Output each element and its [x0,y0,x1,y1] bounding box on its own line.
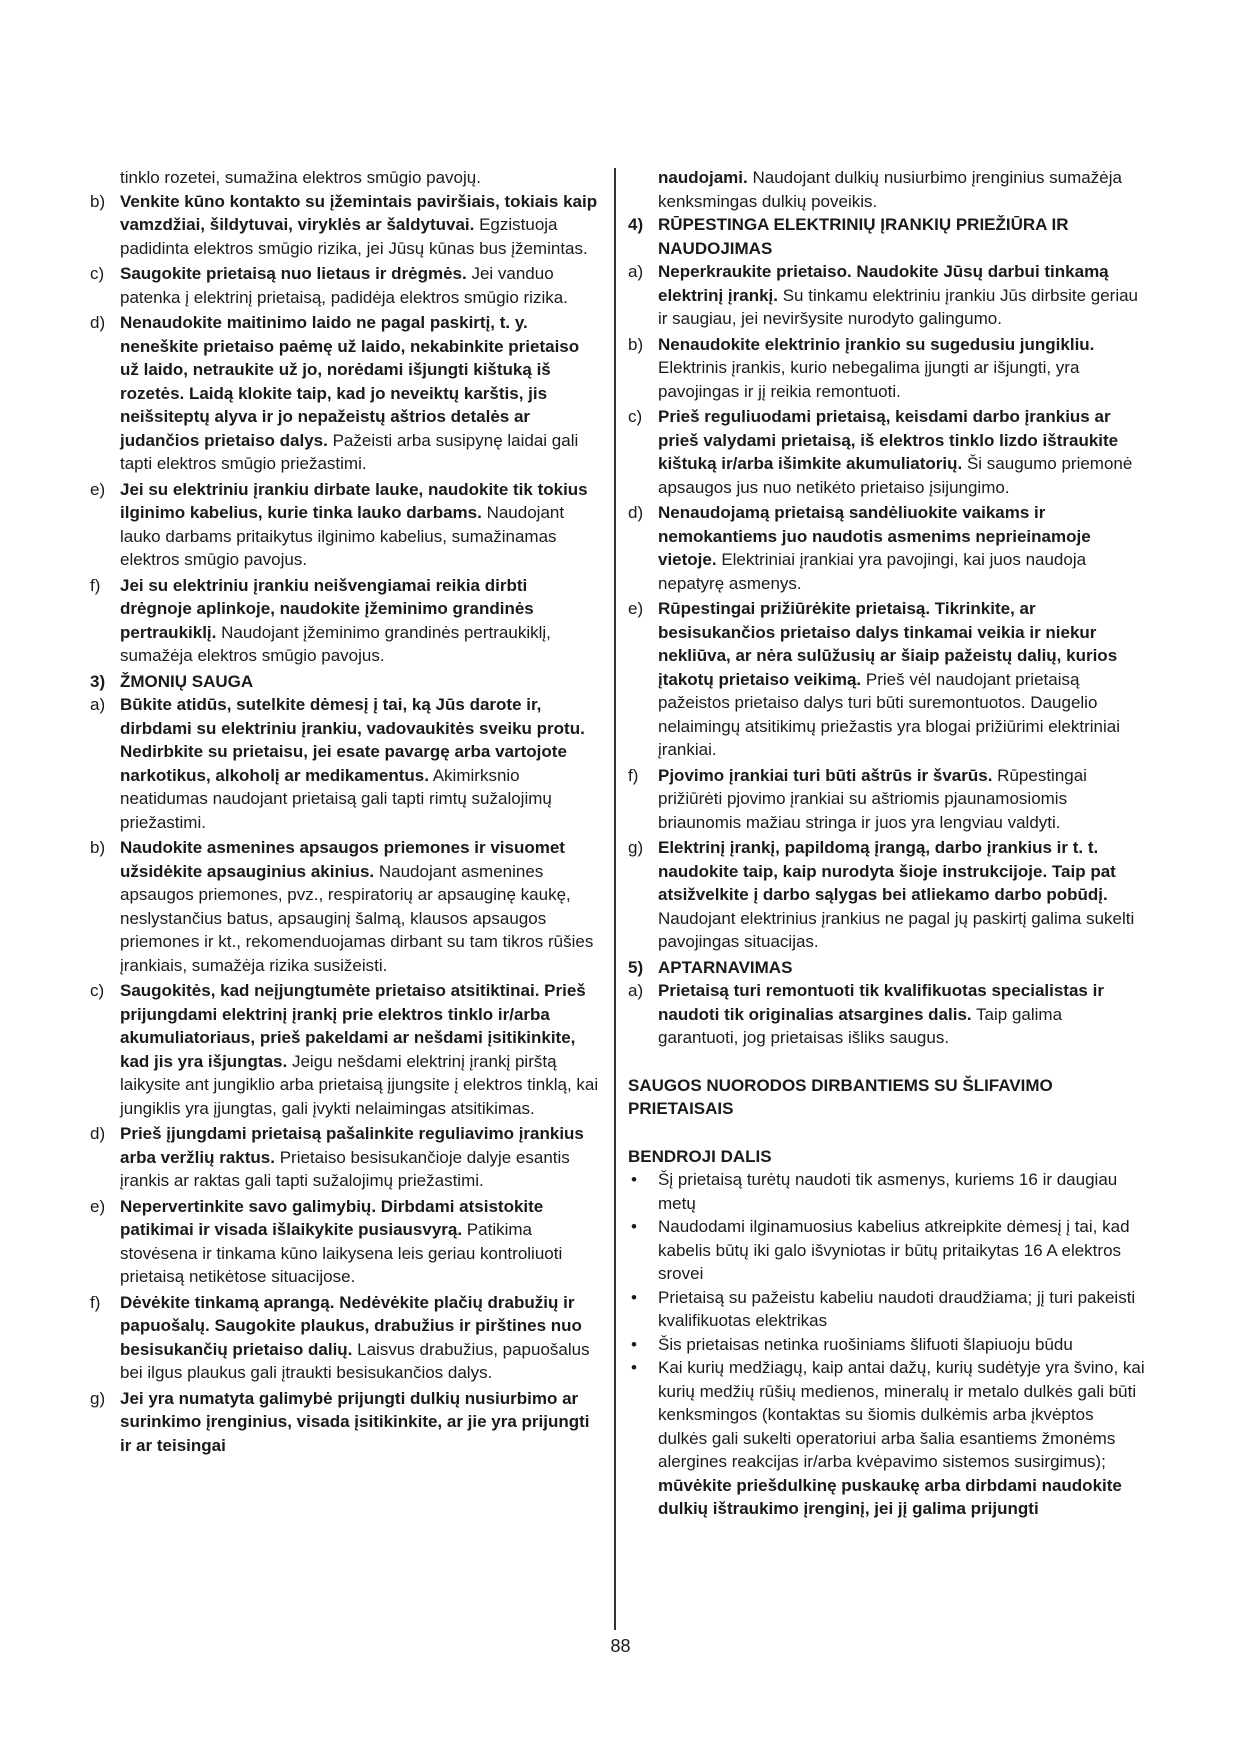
list-item: c) Saugokite prietaisą nuo lietaus ir drėgmės. Jei vanduo patenka į elektrinį prietaisą, padidėja elektros smūgio rizika. [90,264,568,307]
list-item: b) Venkite kūno kontakto su įžemintais paviršiais, tokiais kaip vamzdžiai, šildytuvai, viryklės ar šaldytuvai. Egzistuoja padidinta elektros smūgio rizika, jei Jūsų kūnas bus įžemintas. [90,191,598,258]
list-item: a) Prietaisą turi remontuoti tik kvalifikuotas specialistas ir naudoti tik originalias atsargines dalis. Taip galima garantuoti, jog prietaisas išliks saugus. [628,981,1104,1047]
item-marker: f) [90,575,101,595]
item-marker: g) [628,838,644,857]
continued-text: tinklo rozetei, sumažina elektros smūgio pavojų. [120,168,481,187]
bullet-item: • Šis prietaisas netinka ruošiniams šlifuoti šlapiuoju būdu [628,1333,1146,1357]
list-item: f) Dėvėkite tinkamą aprangą. Nedėvėkite plačių drabužių ir papuošalų. Saugokite plaukus, drabužius ir pirštines nuo besisukančių prietaiso dalių. Laisvus drabužius, papuošalus bei ilgus plaukus gali įtraukti besisukančios dalys. [90,1292,590,1382]
item-marker: c) [90,981,105,1000]
item-marker: e) [90,479,106,499]
list-item: e) Rūpestingai prižiūrėkite prietaisą. Tikrinkite, ar besisukančios prietaiso dalys tinkamai veikia ir niekur nekliūva, ar nėra sulūžusių ar šiaip pažeistų dalių, kurios įtakotų prietaiso veikimą. Prieš vėl naudojant prietaisą pažeistos prietaiso dalys turi būti suremontuotos. Daugelio nelaimingų atsitikimų priežastis yra blogai prižiūrimi elektriniai įrankiai. [628,599,1121,759]
bullet-item: • Kai kurių medžiagų, kaip antai dažų, kurių sudėtyje yra švino, kai kurių medžių rūšių medienos, mineralų ir metalo dulkės gali būti kenksmingos (kontaktas su šiomis dulkėmis arba įkvėptos dulkės gali sukelti operatoriui arba šalia esantiems žmonėms alergines reakcijas ir/arba kvėpavimo sistemos susirgimus); mūvėkite priešdulkinę puskaukę arba dirbdami naudokite dulkių ištraukimo įrenginį, jei jį galima prijungti [631,1358,1145,1518]
item-marker: f) [628,765,639,785]
bullet-icon: • [631,1334,637,1354]
item-marker: a) [628,981,644,1000]
left-column [90,166,602,1459]
list-item: c) Saugokitės, kad neįjungtumėte prietaiso atsitiktinai. Prieš prijungdami elektrinį įrankį prie elektros tinklo ir/arba akumuliatoriaus, prieš pakeldami ar nešdami įsitikinkite, kad jis yra išjungtas. Jeigu nešdami elektrinį įrankį pirštą laikysite ant jungiklio arba prietaisą įjungsite į elektros tinklą, kai jungiklis yra įjungtas, gali įvykti nelaimingas atsitikimas. [90,981,599,1118]
item-marker: a) [628,262,644,281]
right-column [628,166,1146,1521]
list-item: b) Nenaudokite elektrinio įrankio su sugedusiu jungikliu. Elektrinis įrankis, kurio nebegalima įjungti ar išjungti, yra pavojingas ir jį reikia remontuoti. [628,334,1095,401]
bullet-icon: • [631,1287,637,1307]
bullet-item: • Prietaisą su pažeistu kabeliu naudoti draudžiama; jį turi pakeisti kvalifikuotas elektrikas [631,1287,1136,1330]
column-divider [614,168,616,1630]
item-marker: e) [628,599,644,618]
bullet-icon: • [631,1217,637,1236]
item-marker: d) [90,1124,106,1143]
list-item: c) Prieš reguliuodami prietaisą, keisdami darbo įrankius ar prieš valydami prietaisą, iš elektros tinklo lizdo ištraukite kištuką ir/arba išimkite akumuliatorių. Ši saugumo priemonė apsaugos jus nuo netikėto prietaiso įsijungimo. [628,407,1133,497]
item-marker: b) [90,191,106,211]
bullet-icon: • [631,1170,637,1189]
list-item: g) Jei yra numatyta galimybė prijungti dulkių nusiurbimo ar surinkimo įrenginius, visada įsitikinkite, ar jie yra prijungti ir ar teisingai [90,1388,590,1455]
item-marker: c) [628,407,643,426]
item-marker: d) [628,503,644,522]
list-item: d) Nenaudojamą prietaisą sandėliuokite vaikams ir nemokantiems juo naudotis asmenims neprieinamoje vietoje. Elektriniai įrankiai yra pavojingi, kai juos naudoja nepatyrę asmenys. [628,503,1091,593]
page-number: 88 [610,1636,631,1656]
list-item: e) Nepervertinkite savo galimybių. Dirbdami atsistokite patikimai ir visada išlaikykite pusiausvyrą. Patikima stovėsena ir tinkama kūno laikysena leis geriau kontroliuoti prietaisą netikėtose situacijose. [90,1196,563,1286]
list-item: e) Jei su elektriniu įrankiu dirbate lauke, naudokite tik tokius ilginimo kabelius, kurie tinka lauko darbams. Naudojant lauko darbams pritaikytus ilginimo kabelius, sumažinamas elektros smūgio pavojus. [90,479,588,569]
item-marker: g) [90,1388,106,1408]
bullet-icon: • [631,1358,637,1377]
list-item: f) Pjovimo įrankiai turi būti aštrūs ir švarūs. Rūpestingai prižiūrėti pjovimo įrankiai su aštriomis pjaunamosiomis briaunomis mažiau stringa ir juos yra lengviau valdyti. [628,765,1087,832]
section-heading-3: 3) ŽMONIŲ SAUGA [90,671,254,691]
general-heading: BENDROJI DALIS [628,1146,772,1166]
item-marker: c) [90,264,105,283]
section-heading-4: 4) RŪPESTINGA ELEKTRINIŲ ĮRANKIŲ PRIEŽIŪRA IR NAUDOJIMAS [628,215,1069,258]
list-item: a) Neperkraukite prietaiso. Naudokite Jūsų darbui tinkamą elektrinį įrankį. Su tinkamu elektriniu įrankiu Jūs dirbsite geriau ir saugiau, jei neviršysite nurodyto galingumo. [628,262,1139,328]
continued-text: naudojami. Naudojant dulkių nusiurbimo įrenginius sumažėja kenksmingas dulkių poveikis. [658,168,1122,211]
section-heading-5: 5) APTARNAVIMAS [628,957,793,977]
list-item: d) Nenaudokite maitinimo laido ne pagal paskirtį, t. y. neneškite prietaiso paėmę už laido, nekabinkite prietaiso už laido, netraukite už jo, norėdami išjungti kištuką iš rozetės. Laidą klokite taip, kad jo neveiktų karštis, jis neišsiteptų alyva ir jo nepažeistų aštrios detalės ar judančios prietaiso dalys. Pažeisti arba susipynę laidai gali tapti elektros smūgio priežastimi. [90,313,580,473]
bullet-item: • Naudodami ilginamuosius kabelius atkreipkite dėmesį į tai, kad kabelis būtų iki galo išvyniotas ir būtų pritaikytas 16 A elektros srovei [631,1217,1130,1283]
list-item: b) Naudokite asmenines apsaugos priemones ir visuomet užsidėkite apsauginius akinius. Naudojant asmenines apsaugos priemones, pvz., respiratorių ar apsauginę kaukę, neslystančius batus, apsauginį šalmą, klausos apsaugos priemones ir kt., rekomenduojamas dirbant su tam tikros rūšies įrankiais, sumažėja rizika susižeisti. [90,838,594,975]
item-marker: b) [628,334,644,354]
item-marker: d) [90,313,106,332]
list-item: f) Jei su elektriniu įrankiu neišvengiamai reikia dirbti drėgnoje aplinkoje, naudokite įžeminimo grandinės pertraukiklį. Naudojant įžeminimo grandinės pertraukiklį, sumažėja elektros smūgio pavojus. [90,575,551,665]
list-item: d) Prieš įjungdami prietaisą pašalinkite reguliavimo įrankius arba veržlių raktus. Prietaiso besisukančioje dalyje esantis įrankis ar raktas gali tapti sužalojimų priežastimi. [90,1124,584,1190]
list-item: g) Elektrinį įrankį, papildomą įrangą, darbo įrankius ir t. t. naudokite taip, kaip nurodyta šioje instrukcijoje. Taip pat atsižvelkite į darbo sąlygas bei atliekamo darbo pobūdį. Naudojant elektrinius įrankius ne pagal jų paskirtį galima sukelti pavojingas situacijas. [628,838,1135,951]
safety-heading: SAUGOS NUORODOS DIRBANTIEMS SU ŠLIFAVIMO PRIETAISAIS [628,1075,1053,1118]
item-marker: e) [90,1196,106,1216]
item-marker: a) [90,695,106,714]
bullet-item: • Šį prietaisą turėtų naudoti tik asmenys, kuriems 16 ir daugiau metų [631,1170,1118,1213]
item-marker: b) [90,838,106,857]
item-marker: f) [90,1292,101,1312]
list-item: a) Būkite atidūs, sutelkite dėmesį į tai, ką Jūs darote ir, dirbdami su elektriniu įrankiu, vadovaukitės sveiku protu. Nedirbkite su prietaisu, jei esate pavargę arba vartojote narkotikus, alkoholį ar medikamentus. Akimirksnio neatidumas naudojant prietaisą gali tapti rimtų sužalojimų priežastimi. [90,695,585,832]
